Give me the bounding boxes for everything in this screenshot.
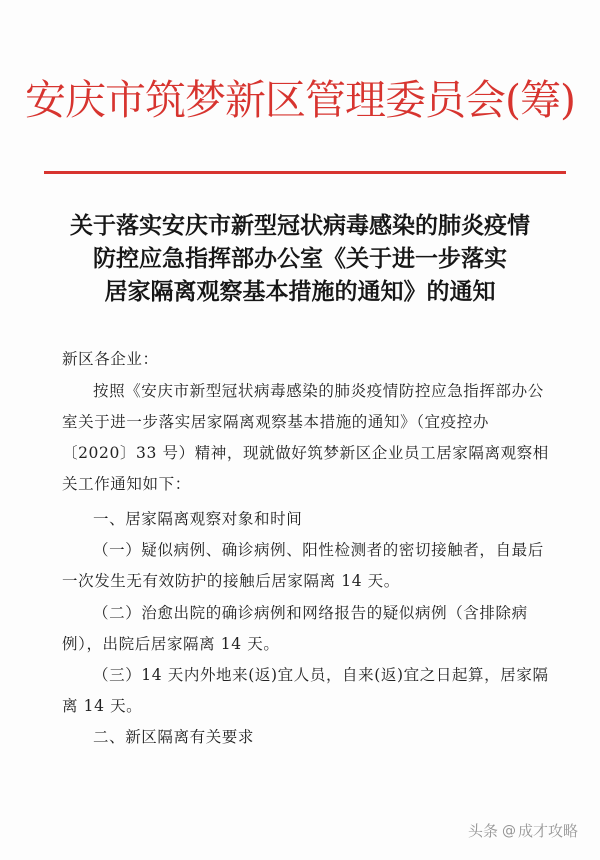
section-2-heading: 二、新区隔离有关要求 xyxy=(93,728,255,746)
list-item: （一）疑似病例、确诊病例、阳性检测者的密切接触者，自最后一次发生无有效防护的接触后居家隔离 14 天。 xyxy=(62,541,544,590)
org-header-title: 安庆市筑梦新区管理委员会(筹) xyxy=(25,76,575,124)
at-icon: @ xyxy=(501,822,516,839)
salutation: 新区各企业： xyxy=(62,350,159,368)
watermark xyxy=(468,820,578,841)
watermark-brand: 头条 xyxy=(467,822,498,840)
watermark-author: 成才攻略 xyxy=(517,822,578,840)
red-header-rule xyxy=(44,171,566,174)
list-item: （二）治愈出院的确诊病例和网络报告的疑似病例（含排除病例），出院后居家隔离 14 天。 xyxy=(62,604,528,653)
list-item: （三）14 天内外地来(返)宜人员，自来(返)宜之日起算，居家隔离 14 天。 xyxy=(62,666,549,715)
document-title-line: 居家隔离观察基本措施的通知》的通知 xyxy=(104,279,496,305)
intro-paragraph: 按照《安庆市新型冠状病毒感染的肺炎疫情防控应急指挥部办公室关于进一步落实居家隔离观察基本措施的通知》（宜疫控办〔2020〕33 号）精神，现就做好筑梦新区企业员工居家隔离观察相关工作通知如下： xyxy=(62,382,549,493)
document-title-line: 关于落实安庆市新型冠状病毒感染的肺炎疫情 xyxy=(70,213,530,239)
document-title xyxy=(40,210,560,309)
section-1-heading: 一、居家隔离观察对象和时间 xyxy=(93,510,303,528)
document-title-line: 防控应急指挥部办公室《关于进一步落实 xyxy=(93,246,507,272)
